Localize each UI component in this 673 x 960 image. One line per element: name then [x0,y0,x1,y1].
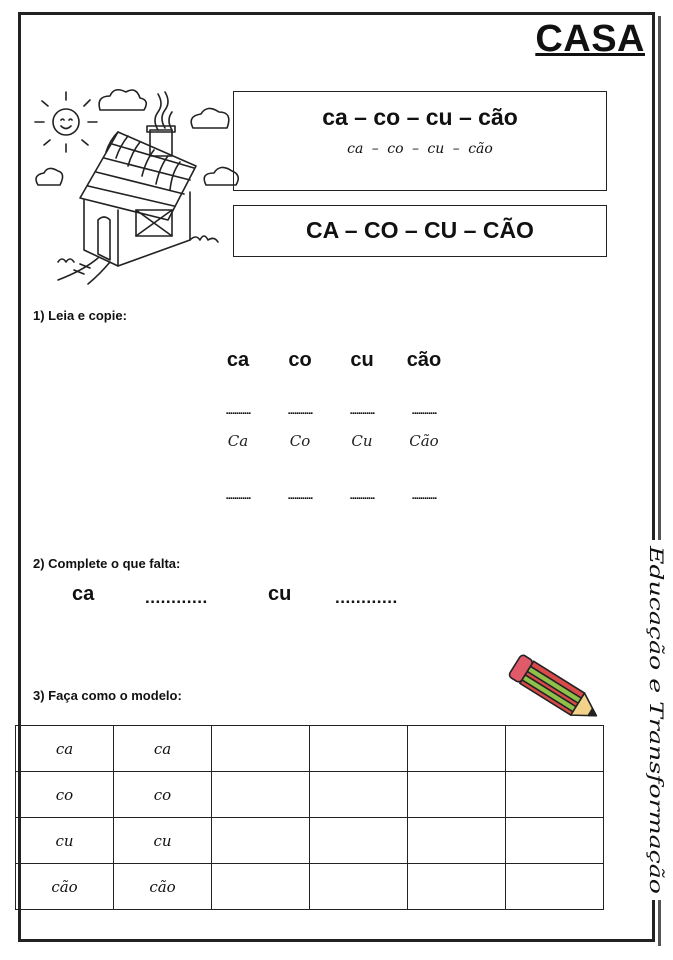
model-cell: co [16,772,114,818]
syllable: co [288,349,312,371]
model-cell: ca [114,726,212,772]
copy-blank[interactable]: ............ [411,405,437,417]
practice-cell[interactable] [310,726,408,772]
cursive-syllable: Cu [351,432,373,450]
practice-cell[interactable] [506,726,604,772]
model-cell: ca [16,726,114,772]
cloud-icon [99,90,146,110]
complete-syllable: cu [268,583,292,605]
lowercase-syllables-box [233,91,607,191]
practice-cell[interactable] [310,772,408,818]
practice-cell[interactable] [310,864,408,910]
copy-blank[interactable]: ............ [287,405,313,417]
practice-cell[interactable] [408,726,506,772]
side-watermark [636,540,673,900]
complete-syllable: ca [72,583,95,605]
exercise1-blanks-row1 [207,405,455,417]
table-row [16,864,604,910]
practice-cell[interactable] [506,818,604,864]
practice-cell[interactable] [212,772,310,818]
cursive-syllable: Co [289,432,311,450]
cursive-syllable: Cão [409,432,439,450]
copy-blank[interactable]: ............ [225,405,251,417]
model-cell: cu [114,818,212,864]
lowercase-cursive-syllables: ca – co – cu – cão [347,141,493,157]
model-cell: cão [16,864,114,910]
exercise1-syllables [207,349,455,372]
syllable: cu [350,349,374,371]
practice-cell[interactable] [506,864,604,910]
page-title: CASA [535,18,645,60]
house-illustration [18,70,248,285]
cloud-icon [36,168,63,185]
practice-cell[interactable] [408,818,506,864]
cloud-icon [191,108,229,128]
practice-cell[interactable] [212,864,310,910]
practice-table [15,725,604,910]
exercise1-blanks-row2 [207,490,455,502]
uppercase-syllables-box [233,205,607,257]
practice-cell[interactable] [506,772,604,818]
table-row [16,772,604,818]
uppercase-print-syllables: CA – CO – CU – CÃO [306,217,534,243]
lowercase-print-syllables: ca – co – cu – cão [322,104,518,130]
model-cell: cão [114,864,212,910]
practice-cell[interactable] [408,864,506,910]
cursive-syllable: Ca [227,432,249,450]
syllable: ca [226,349,250,371]
exercise2-heading: 2) Complete o que falta: [33,556,181,571]
side-watermark-text: Educação e Transformação [645,546,667,809]
practice-cell[interactable] [212,818,310,864]
practice-cell[interactable] [212,726,310,772]
copy-blank[interactable]: ............ [349,405,375,417]
copy-blank[interactable]: ............ [287,490,313,502]
copy-blank[interactable]: ............ [411,490,437,502]
complete-blank[interactable]: ............ [145,588,208,607]
complete-blank[interactable]: ............ [335,588,398,607]
syllable: cão [406,349,442,371]
exercise1-heading: 1) Leia e copie: [33,308,127,323]
exercise3-heading: 3) Faça como o modelo: [33,688,182,703]
practice-cell[interactable] [310,818,408,864]
exercise1-cursive-row [207,432,455,450]
table-row [16,726,604,772]
table-row [16,818,604,864]
model-cell: cu [16,818,114,864]
sun-icon [35,92,97,152]
model-cell: co [114,772,212,818]
copy-blank[interactable]: ............ [349,490,375,502]
copy-blank[interactable]: ............ [225,490,251,502]
practice-cell[interactable] [408,772,506,818]
pencil-icon [502,650,612,730]
